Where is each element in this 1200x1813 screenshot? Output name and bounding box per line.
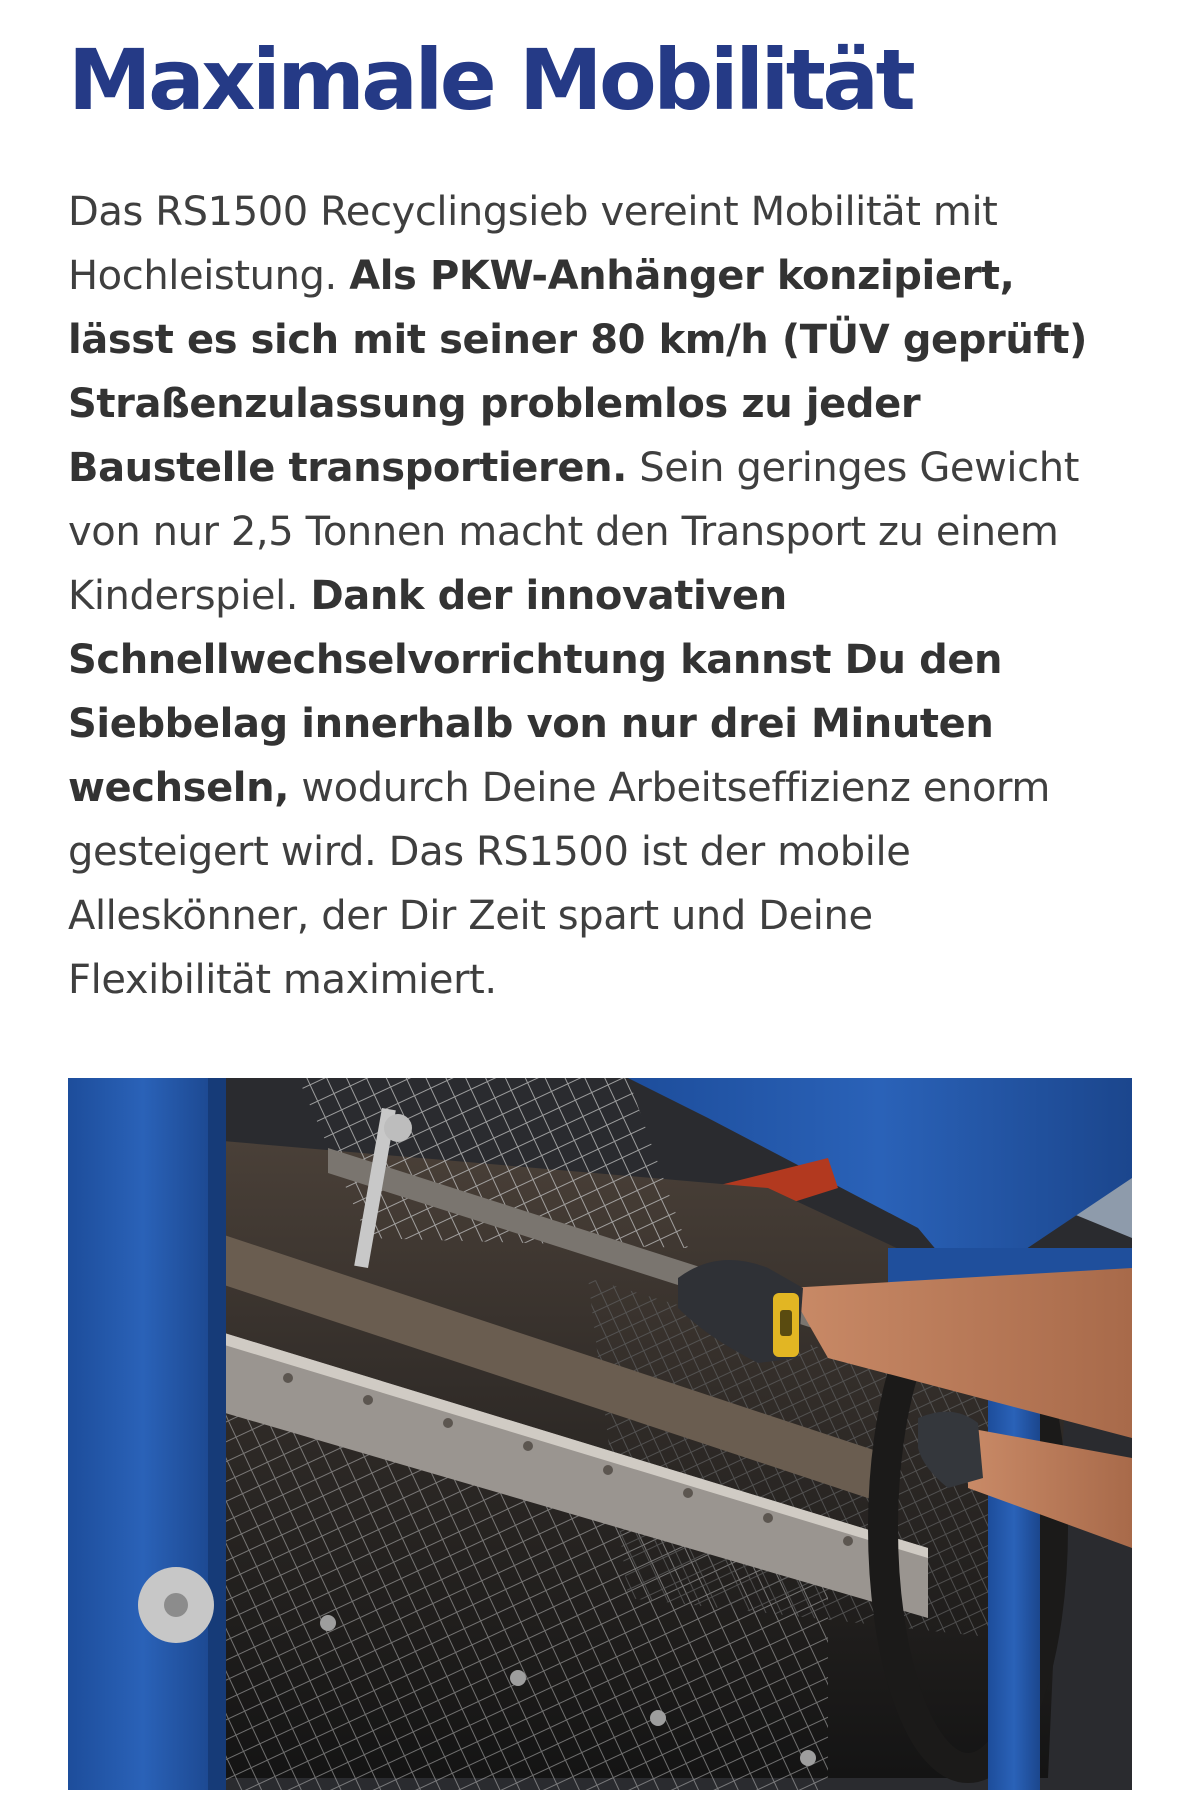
bold-text-run: Straßenzulassung problemlos zu jeder (68, 381, 921, 427)
paragraph-line (68, 820, 1148, 884)
text-run: Das RS1500 Recyclingsieb vereint Mobilität mit (68, 189, 998, 235)
bold-text-run: Schnellwechselvorrichtung kannst Du den (68, 637, 1003, 683)
paragraph-line (68, 244, 1148, 308)
text-run: Sein geringes Gewicht (626, 445, 1079, 491)
paragraph-line (68, 308, 1148, 372)
paragraph-line (68, 948, 1148, 1012)
bold-text-run: wechseln, (68, 765, 289, 811)
bold-text-run: Baustelle transportieren. (68, 445, 627, 491)
bold-text-run: Siebbelag innerhalb von nur drei Minuten (68, 701, 994, 747)
text-run: Hochleistung. (68, 253, 350, 299)
bold-text-run: lässt es sich mit seiner 80 km/h (TÜV geprüft) (68, 317, 1088, 363)
paragraph-line (68, 564, 1148, 628)
bold-text-run: Als PKW-Anhänger konzipiert, (349, 253, 1015, 299)
paragraph-line (68, 436, 1148, 500)
paragraph-line (68, 180, 1148, 244)
text-run: gesteigert wird. Das RS1500 ist der mobile (68, 829, 911, 875)
text-run: Alleskönner, der Dir Zeit spart und Deine (68, 893, 873, 939)
text-run: Flexibilität maximiert. (68, 957, 497, 1003)
paragraph-line (68, 884, 1148, 948)
paragraph-line (68, 692, 1148, 756)
paragraph-line (68, 756, 1148, 820)
text-run: von nur 2,5 Tonnen macht den Transport zu einem (68, 509, 1059, 555)
text-run: wodurch Deine Arbeitseffizienz enorm (289, 765, 1050, 811)
text-run: Kinderspiel. (68, 573, 311, 619)
paragraph-line (68, 372, 1148, 436)
bold-text-run: Dank der innovativen (310, 573, 787, 619)
article-paragraph (68, 180, 1148, 1012)
product-photo (68, 1078, 1132, 1790)
paragraph-line (68, 628, 1148, 692)
paragraph-line (68, 500, 1148, 564)
page-title: Maximale Mobilität (68, 31, 913, 129)
